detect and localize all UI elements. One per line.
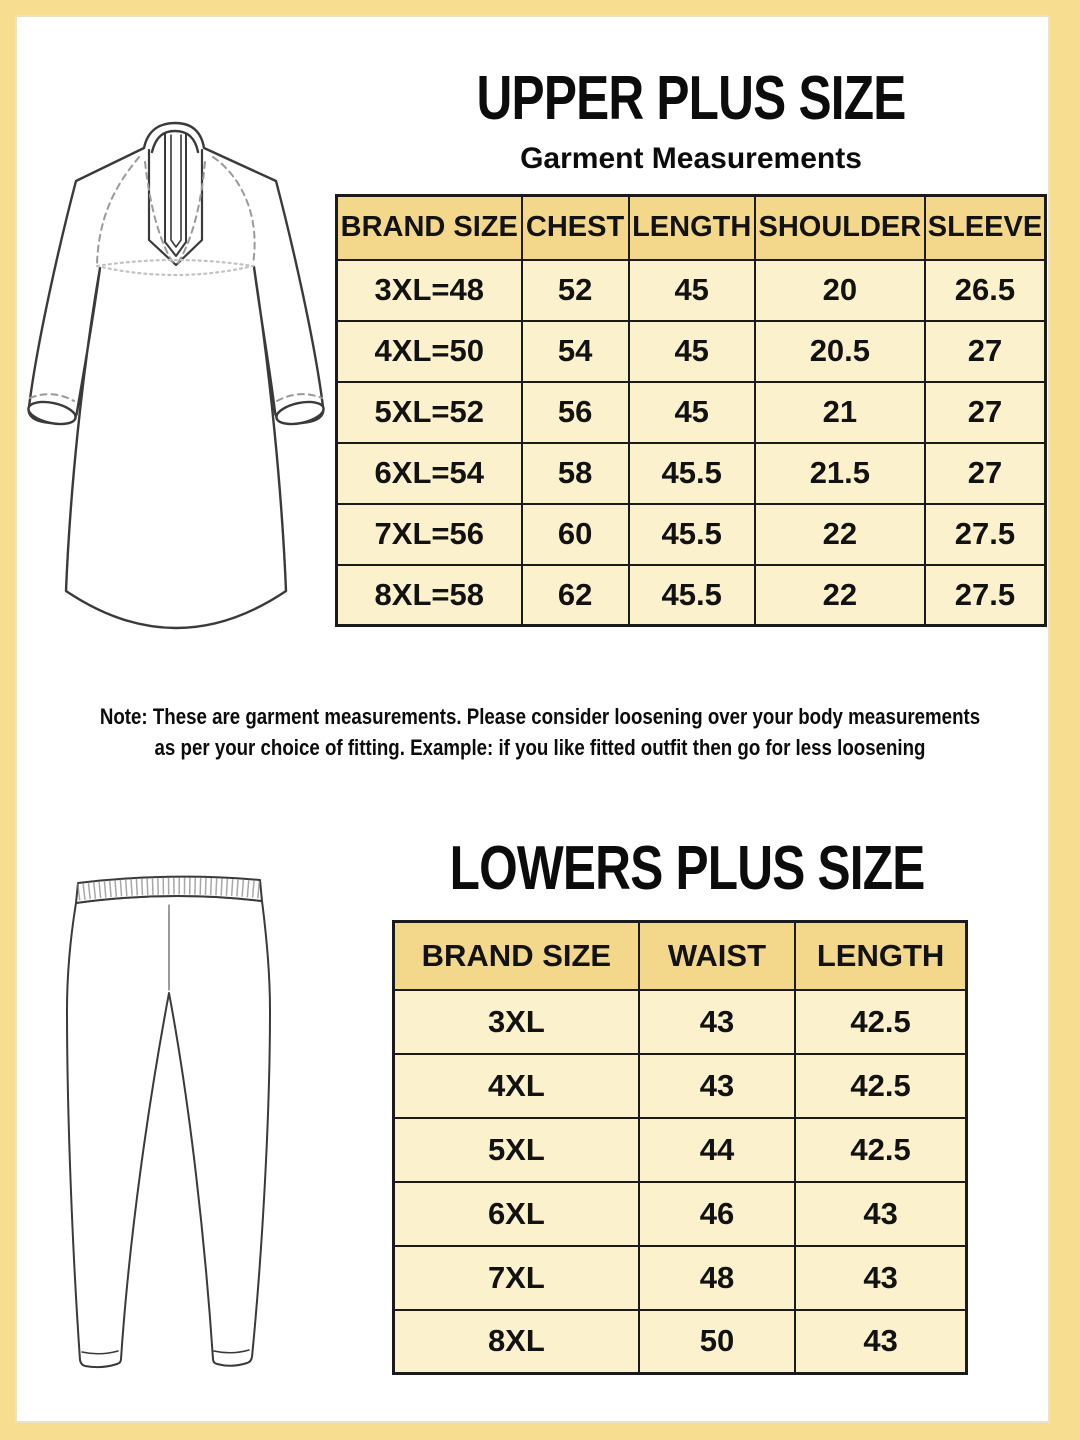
table-row (337, 443, 1046, 504)
table-cell: 45.5 (629, 565, 755, 626)
table-cell: 27.5 (925, 504, 1046, 565)
table-row (394, 1054, 967, 1118)
table-row (394, 1118, 967, 1182)
table-cell: 60 (522, 504, 629, 565)
table-cell: 42.5 (795, 1118, 966, 1182)
table-cell: 43 (795, 1182, 966, 1246)
table-cell: 6XL (394, 1182, 639, 1246)
table-cell: 56 (522, 382, 629, 443)
table-row (394, 1246, 967, 1310)
table-row (394, 1310, 967, 1374)
table-row (394, 990, 967, 1054)
lower-section-title: LOWERS PLUS SIZE (449, 834, 925, 903)
note-line-1: Note: These are garment measurements. Please consider loosening over your body measurements (99, 704, 981, 729)
table-cell: 27 (925, 321, 1046, 382)
table-cell: 20 (755, 260, 925, 321)
column-header: BRAND SIZE (337, 196, 522, 260)
table-cell: 62 (522, 565, 629, 626)
table-cell: 21.5 (755, 443, 925, 504)
column-header: BRAND SIZE (394, 922, 639, 990)
table-cell: 45 (629, 321, 755, 382)
table-row (337, 382, 1046, 443)
table-cell: 27.5 (925, 565, 1046, 626)
table-cell: 42.5 (795, 1054, 966, 1118)
table-cell: 58 (522, 443, 629, 504)
table-cell: 22 (755, 504, 925, 565)
table-cell: 46 (639, 1182, 795, 1246)
table-cell: 42.5 (795, 990, 966, 1054)
table-row (337, 321, 1046, 382)
kurta-illustration (20, 112, 350, 652)
table-cell: 45 (629, 260, 755, 321)
upper-table-header-row (337, 196, 1046, 260)
upper-size-table (335, 194, 1047, 627)
table-cell: 45.5 (629, 504, 755, 565)
upper-section-subtitle: Garment Measurements (520, 142, 862, 175)
table-cell: 45 (629, 382, 755, 443)
table-row (337, 504, 1046, 565)
table-cell: 44 (639, 1118, 795, 1182)
upper-section-title: UPPER PLUS SIZE (476, 64, 906, 133)
table-cell: 7XL=56 (337, 504, 522, 565)
pants-illustration (42, 860, 327, 1400)
table-cell: 4XL=50 (337, 321, 522, 382)
table-row (337, 565, 1046, 626)
column-header: CHEST (522, 196, 629, 260)
table-cell: 3XL (394, 990, 639, 1054)
column-header: SLEEVE (925, 196, 1046, 260)
column-header: SHOULDER (755, 196, 925, 260)
lower-table-header-row (394, 922, 967, 990)
table-cell: 43 (639, 1054, 795, 1118)
table-cell: 45.5 (629, 443, 755, 504)
table-cell: 43 (795, 1310, 966, 1374)
table-cell: 7XL (394, 1246, 639, 1310)
lower-size-table (392, 920, 968, 1375)
table-cell: 3XL=48 (337, 260, 522, 321)
table-row (394, 1182, 967, 1246)
table-row (337, 260, 1046, 321)
note-line-2: as per your choice of fitting. Example: if you like fitted outfit then go for less loosening (154, 735, 926, 760)
table-cell: 8XL (394, 1310, 639, 1374)
table-cell: 43 (639, 990, 795, 1054)
column-header: LENGTH (795, 922, 966, 990)
table-cell: 52 (522, 260, 629, 321)
table-cell: 43 (795, 1246, 966, 1310)
column-header: LENGTH (629, 196, 755, 260)
table-cell: 21 (755, 382, 925, 443)
table-cell: 20.5 (755, 321, 925, 382)
table-cell: 22 (755, 565, 925, 626)
table-cell: 4XL (394, 1054, 639, 1118)
measurement-note (81, 701, 999, 763)
table-cell: 6XL=54 (337, 443, 522, 504)
table-cell: 8XL=58 (337, 565, 522, 626)
column-header: WAIST (639, 922, 795, 990)
table-cell: 5XL (394, 1118, 639, 1182)
table-cell: 50 (639, 1310, 795, 1374)
table-cell: 27 (925, 443, 1046, 504)
table-cell: 48 (639, 1246, 795, 1310)
table-cell: 26.5 (925, 260, 1046, 321)
table-cell: 54 (522, 321, 629, 382)
table-cell: 5XL=52 (337, 382, 522, 443)
table-cell: 27 (925, 382, 1046, 443)
